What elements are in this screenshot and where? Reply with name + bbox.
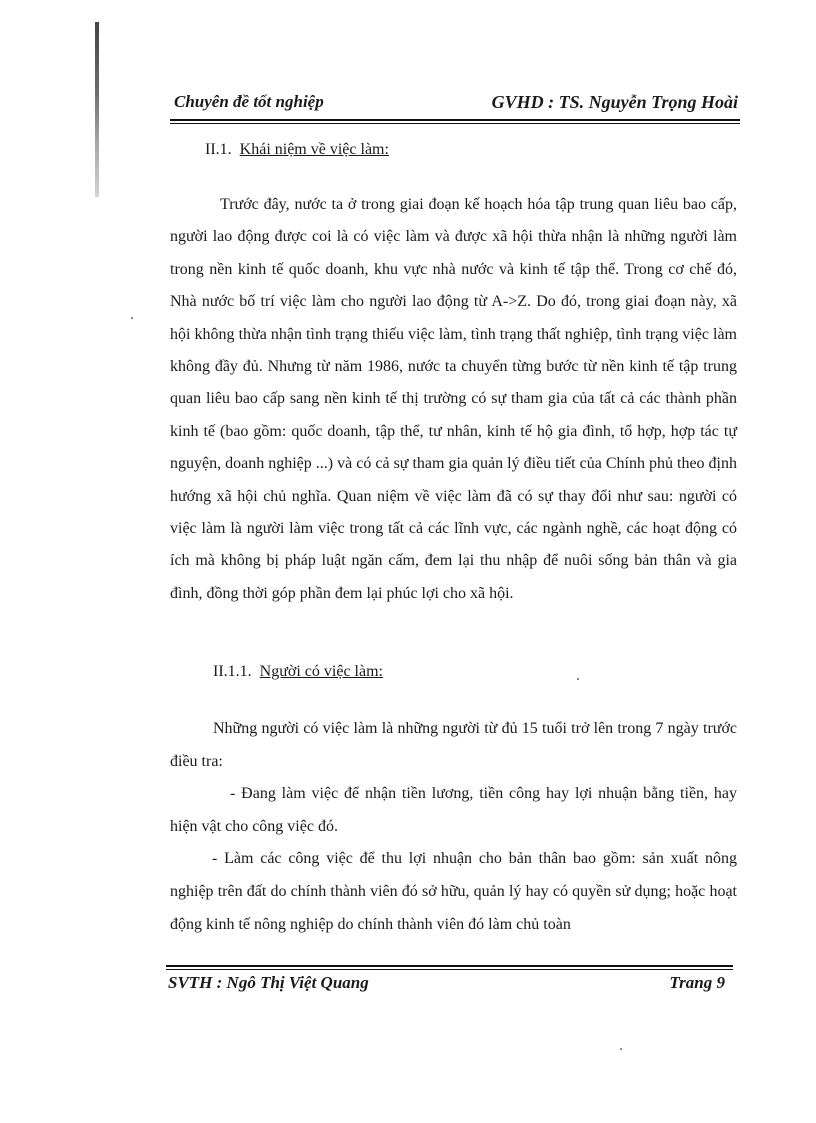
subsection-number: II.1.1. [213, 663, 252, 680]
header-course-title: Chuyên đề tốt nghiệp [174, 92, 324, 111]
section-heading [205, 141, 389, 159]
footer-divider-thin [166, 969, 733, 970]
scan-speck [131, 317, 133, 319]
subsection-heading [213, 663, 383, 681]
subsection-paragraph: - Đang làm việc để nhận tiền lương, tiền công hay lợi nhuận bằng tiền, hay hiện vật cho công việc đó. [170, 785, 737, 835]
subsection-title: Người có việc làm: [259, 663, 383, 680]
header-divider-thin [170, 123, 740, 124]
header-supervisor: GVHD : TS. Nguyễn Trọng Hoài [491, 92, 738, 112]
page-footer [166, 973, 733, 997]
subsection-paragraph: - Làm các công việc để thu lợi nhuận cho bản thân bao gồm: sản xuất nông nghiệp trên đất do chính thành viên đó sở hữu, quản lý hay có quyền sử dụng; hoặc hoạt động kinh tế nông nghiệp do chính thành viên đó làm chủ toàn [170, 850, 737, 933]
subsection-paragraph: Những người có việc làm là những người từ đủ 15 tuổi trở lên trong 7 ngày trước điều tra: [170, 720, 737, 770]
page-number: Trang 9 [669, 973, 725, 992]
section-paragraph: Trước đây, nước ta ở trong giai đoạn kế hoạch hóa tập trung quan liêu bao cấp, người lao động được coi là có việc làm và được xã hội thừa nhận là những người làm trong nền kinh tế quốc doanh, khu vực nhà nước và kinh tế tập thể. Trong cơ chế đó, Nhà nước bố trí việc làm cho người lao động từ A->Z. Do đó, trong giai đoạn này, xã hội không thừa nhận tình trạng thiếu việc làm, tình trạng thất nghiệp, tình trạng việc làm không đầy đủ. Nhưng từ năm 1986, nước ta chuyển từng bước từ nền kinh tế tập trung quan liêu bao cấp sang nền kinh tế thị trường có sự tham gia của tất cả các thành phần kinh tế (bao gồm: quốc doanh, tập thể, tư nhân, kinh tế hộ gia đình, tổ hợp, hợp tác tự nguyện, doanh nghiệp ...) và có cả sự tham gia quản lý điều tiết của Chính phủ theo định hướng xã hội chủ nghĩa. Quan niệm về việc làm đã có sự thay đổi như sau: người có việc làm là người làm việc trong tất cả các lĩnh vực, các ngành nghề, các hoạt động có ích mà không bị pháp luật ngăn cấm, đem lại thu nhập để nuôi sống bản thân và gia đình, đồng thời góp phần đem lại phúc lợi cho xã hội. [170, 196, 737, 602]
section-number: II.1. [205, 141, 232, 158]
section-title: Khái niệm về việc làm: [239, 141, 389, 158]
footer-student: SVTH : Ngô Thị Việt Quang [168, 973, 369, 992]
header-divider [170, 119, 740, 121]
scan-speck [620, 1048, 622, 1050]
footer-divider [166, 965, 733, 967]
page-header [170, 92, 740, 118]
scan-edge-mark [95, 22, 99, 197]
scan-speck [577, 678, 579, 680]
